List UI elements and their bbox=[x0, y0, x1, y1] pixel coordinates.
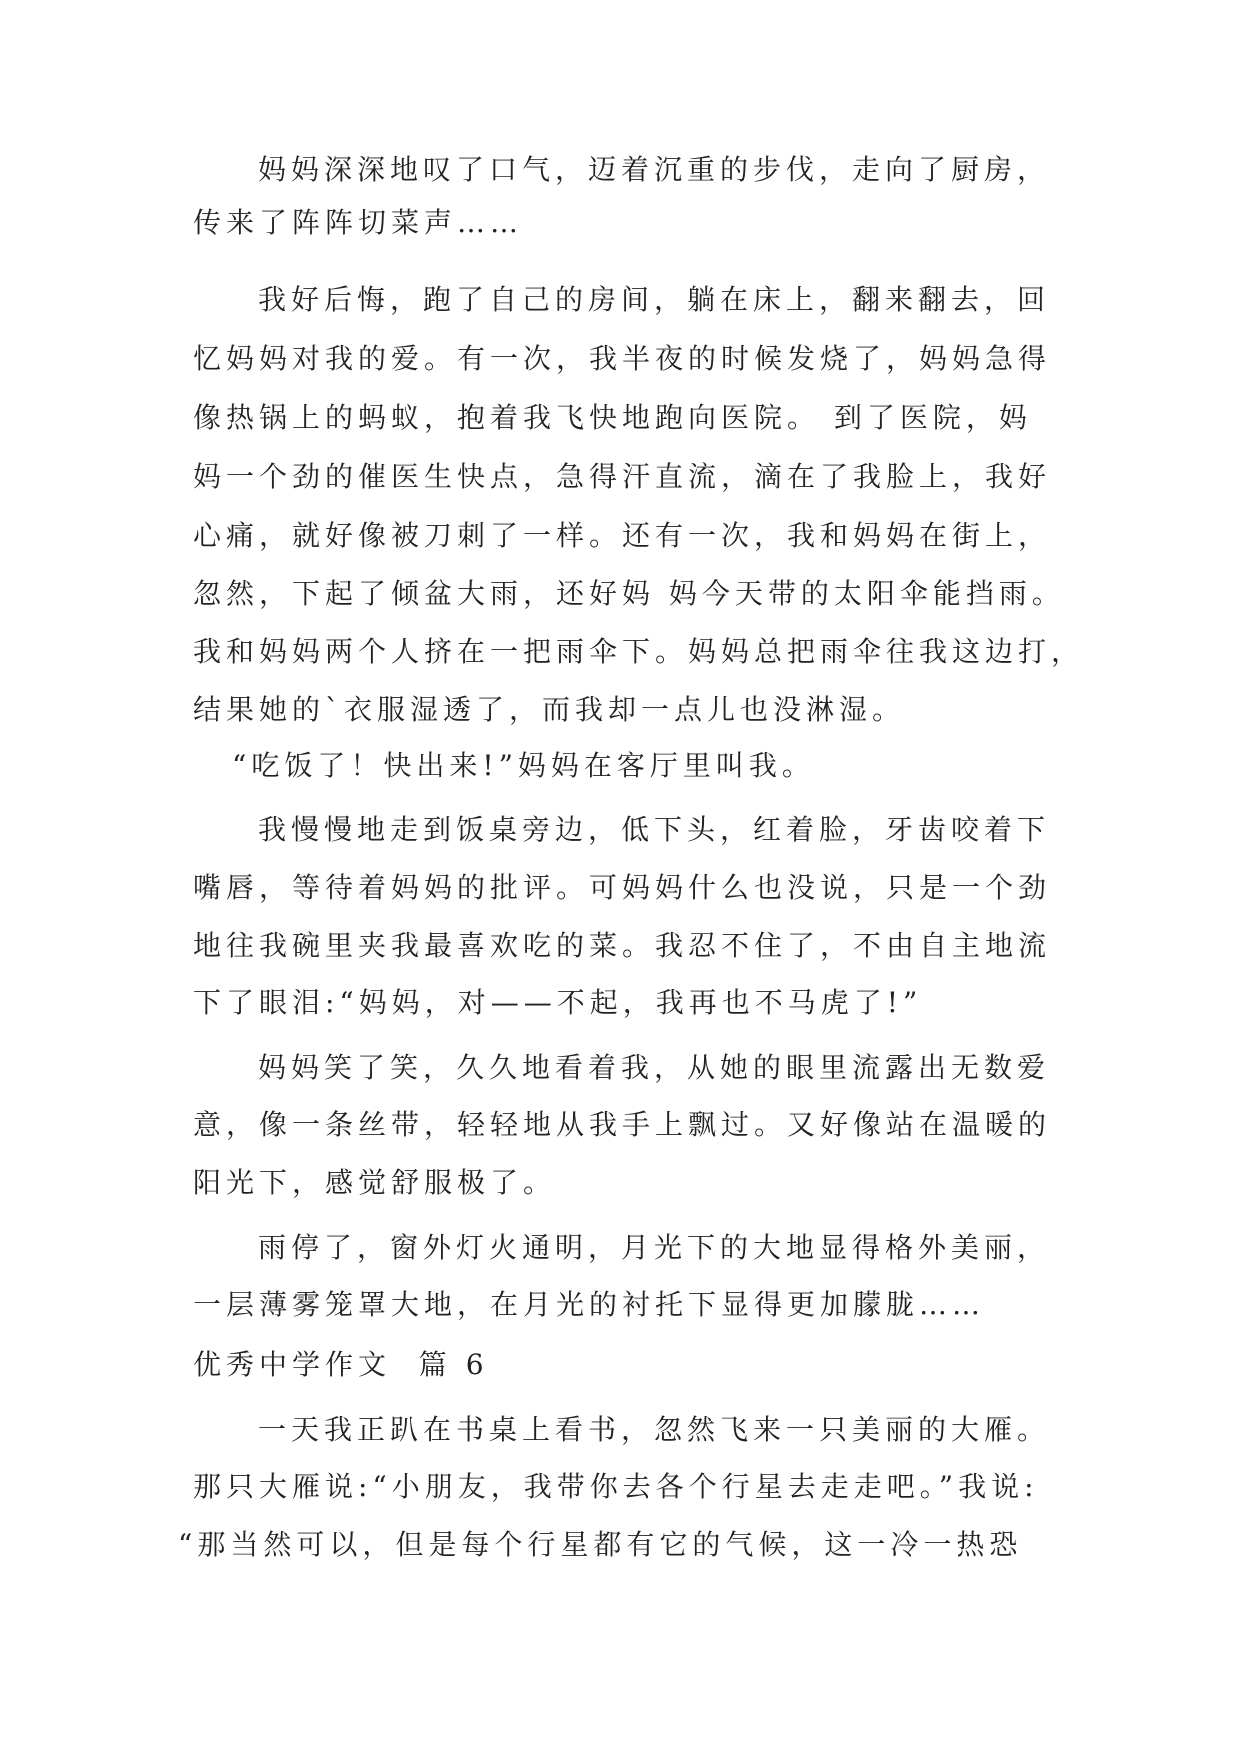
paragraph-line: 妈一个劲的催医生快点，急得汗直流，滴在了我脸上，我好 bbox=[193, 460, 1052, 493]
paragraph-line: 一天我正趴在书桌上看书，忽然飞来一只美丽的大雁。 bbox=[258, 1413, 1051, 1446]
paragraph-line: 我和妈妈两个人挤在一把雨伞下。妈妈总把雨伞往我这边打， bbox=[193, 635, 1085, 668]
paragraph-line: 嘴唇，等待着妈妈的批评。可妈妈什么也没说，只是一个劲 bbox=[193, 871, 1052, 904]
paragraph-line: 忆妈妈对我的爱。有一次，我半夜的时候发烧了，妈妈急得 bbox=[193, 342, 1052, 375]
paragraph-line: 下了眼泪:“妈妈，对——不起，我再也不马虎了!” bbox=[193, 986, 923, 1019]
paragraph-line: 我慢慢地走到饭桌旁边，低下头，红着脸，牙齿咬着下 bbox=[258, 813, 1051, 846]
paragraph-line: 雨停了，窗外灯火通明，月光下的大地显得格外美丽， bbox=[258, 1231, 1051, 1264]
section-heading: 优秀中学作文 篇 6 bbox=[193, 1348, 489, 1381]
paragraph-line: 地往我碗里夹我最喜欢吃的菜。我忍不住了，不由自主地流 bbox=[193, 929, 1052, 962]
paragraph-line: 我好后悔，跑了自己的房间，躺在床上，翻来翻去，回 bbox=[258, 283, 1051, 316]
paragraph-line: 忽然，下起了倾盆大雨，还好妈 妈今天带的太阳伞能挡雨。 bbox=[193, 577, 1065, 610]
paragraph-line: 那只大雁说:“小朋友，我带你去各个行星去走走吧。”我说: bbox=[193, 1470, 1039, 1503]
paragraph-line: 阳光下，感觉舒服极了。 bbox=[193, 1166, 557, 1199]
paragraph-line: “吃饭了！快出来!”妈妈在客厅里叫我。 bbox=[232, 749, 815, 782]
paragraph-line: 心痛，就好像被刀刺了一样。还有一次，我和妈妈在街上， bbox=[193, 519, 1052, 552]
paragraph-line: 像热锅上的蚂蚁，抱着我飞快地跑向医院。 到了医院，妈 bbox=[193, 401, 1032, 434]
paragraph-line: 妈妈深深地叹了口气，迈着沉重的步伐，走向了厨房， bbox=[258, 153, 1051, 186]
paragraph-line: 结果她的`衣服湿透了，而我却一点儿也没淋湿。 bbox=[193, 693, 906, 726]
paragraph-line: “那当然可以，但是每个行星都有它的气候，这一冷一热恐 bbox=[178, 1528, 1023, 1561]
paragraph-line: 传来了阵阵切菜声…… bbox=[193, 206, 524, 239]
paragraph-line: 意，像一条丝带，轻轻地从我手上飘过。又好像站在温暖的 bbox=[193, 1108, 1052, 1141]
paragraph-line: 妈妈笑了笑，久久地看着我，从她的眼里流露出无数爱 bbox=[258, 1051, 1051, 1084]
paragraph-line: 一层薄雾笼罩大地，在月光的衬托下显得更加朦胧…… bbox=[193, 1288, 986, 1321]
